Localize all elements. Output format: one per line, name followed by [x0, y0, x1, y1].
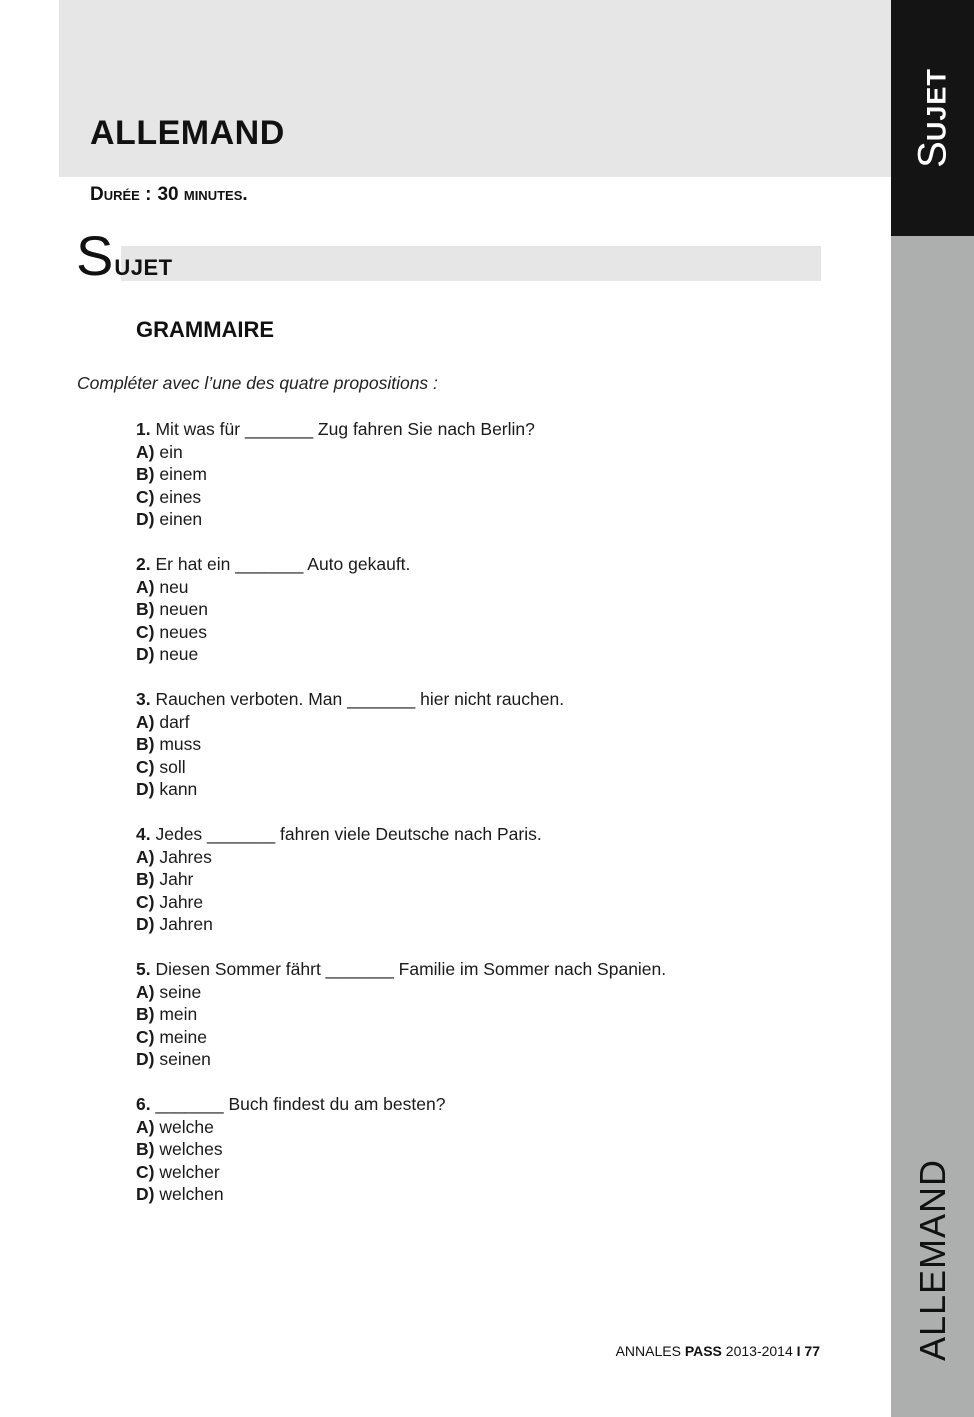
question-number: 5. — [136, 959, 151, 979]
option-text: neues — [159, 621, 208, 642]
question-text — [136, 958, 836, 981]
option-b — [136, 733, 836, 756]
option-text: seinen — [159, 1049, 211, 1069]
option-text: einem — [159, 464, 208, 484]
option-text: welche — [159, 1116, 214, 1137]
section-heading-rest: UJET — [114, 255, 173, 280]
question-3 — [136, 688, 836, 823]
footer-prefix: ANNALES — [615, 1343, 681, 1359]
option-label: C) — [136, 756, 155, 777]
sidebar-band — [891, 236, 974, 1417]
option-label: A) — [136, 846, 155, 867]
sidebar-subject-label: ALLEMAND — [911, 1158, 953, 1362]
option-c — [136, 756, 836, 779]
sidebar-tab-sujet — [891, 0, 974, 236]
question-text — [136, 418, 836, 441]
option-c — [136, 486, 836, 509]
option-b — [136, 463, 836, 486]
option-label: A) — [136, 711, 155, 732]
instruction: Compléter avec l’une des quatre propositions : — [77, 373, 438, 393]
option-label: C) — [136, 1026, 155, 1047]
option-text: muss — [159, 734, 202, 754]
footer-year: 2013-2014 — [725, 1343, 793, 1359]
section-heading — [76, 226, 173, 286]
option-c — [136, 891, 836, 914]
option-label: D) — [136, 644, 155, 664]
question-1 — [136, 418, 836, 553]
option-d — [136, 778, 836, 801]
option-text: mein — [159, 1004, 198, 1024]
question-number: 3. — [136, 689, 151, 709]
option-b — [136, 598, 836, 621]
option-d — [136, 508, 836, 531]
sidebar-tab-initial: S — [910, 141, 954, 168]
option-c — [136, 621, 836, 644]
section-heading-initial: S — [76, 224, 114, 287]
question-stem: Er hat ein _______ Auto gekauft. — [155, 554, 411, 574]
question-text — [136, 1093, 836, 1116]
option-a — [136, 711, 836, 734]
option-a — [136, 846, 836, 869]
option-text: meine — [159, 1026, 208, 1047]
subject-title: ALLEMAND — [90, 114, 285, 152]
option-a — [136, 576, 836, 599]
option-a — [136, 441, 836, 464]
footer-separator: I — [796, 1343, 801, 1359]
question-4 — [136, 823, 836, 958]
option-text: Jahr — [159, 869, 194, 889]
option-label: B) — [136, 1139, 155, 1159]
question-text — [136, 823, 836, 846]
option-label: B) — [136, 869, 155, 889]
option-d — [136, 1048, 836, 1071]
option-text: soll — [159, 756, 186, 777]
option-label: A) — [136, 1116, 155, 1137]
option-label: B) — [136, 464, 155, 484]
sidebar-tab-rest: UJET — [921, 68, 951, 142]
option-text: neu — [159, 576, 189, 597]
option-text: neue — [159, 644, 199, 664]
option-label: B) — [136, 1004, 155, 1024]
option-label: B) — [136, 599, 155, 619]
option-c — [136, 1161, 836, 1184]
question-number: 1. — [136, 419, 151, 439]
option-label: D) — [136, 779, 155, 799]
question-number: 2. — [136, 554, 151, 574]
option-text: welcher — [159, 1161, 220, 1182]
option-text: eines — [159, 486, 202, 507]
question-stem: Rauchen verboten. Man _______ hier nicht rauchen. — [155, 689, 565, 709]
question-stem: Jedes _______ fahren viele Deutsche nach Paris. — [155, 824, 542, 844]
option-label: D) — [136, 1049, 155, 1069]
question-5 — [136, 958, 836, 1093]
option-b — [136, 1138, 836, 1161]
duration-value: 30 minutes. — [157, 184, 248, 205]
question-number: 6. — [136, 1094, 151, 1114]
option-text: darf — [159, 711, 190, 732]
option-a — [136, 981, 836, 1004]
option-label: A) — [136, 441, 155, 462]
section-band — [121, 246, 821, 281]
option-text: ein — [159, 441, 183, 462]
question-text — [136, 688, 836, 711]
question-list — [136, 418, 836, 1228]
option-label: C) — [136, 891, 155, 912]
option-text: seine — [159, 981, 202, 1002]
option-text: Jahres — [159, 846, 212, 867]
option-label: C) — [136, 621, 155, 642]
question-number: 4. — [136, 824, 151, 844]
option-label: B) — [136, 734, 155, 754]
footer-brand: PASS — [684, 1343, 722, 1359]
option-label: D) — [136, 509, 155, 529]
question-text — [136, 553, 836, 576]
option-label: D) — [136, 914, 155, 934]
question-6 — [136, 1093, 836, 1228]
option-d — [136, 913, 836, 936]
option-text: einen — [159, 509, 203, 529]
option-a — [136, 1116, 836, 1139]
option-text: welchen — [159, 1184, 224, 1204]
page-footer — [616, 1343, 820, 1359]
question-stem: _______ Buch findest du am besten? — [155, 1094, 446, 1114]
duration-label: Durée : — [90, 184, 152, 205]
option-d — [136, 1183, 836, 1206]
question-2 — [136, 553, 836, 688]
option-text: welches — [159, 1139, 223, 1159]
option-c — [136, 1026, 836, 1049]
option-text: Jahre — [159, 891, 204, 912]
page-number: 77 — [804, 1343, 820, 1359]
option-b — [136, 1003, 836, 1026]
sidebar-tab-label — [910, 68, 955, 168]
option-text: Jahren — [159, 914, 213, 934]
option-label: A) — [136, 981, 155, 1002]
option-label: C) — [136, 486, 155, 507]
option-b — [136, 868, 836, 891]
option-text: neuen — [159, 599, 209, 619]
option-text: kann — [159, 779, 198, 799]
option-label: A) — [136, 576, 155, 597]
question-stem: Diesen Sommer fährt _______ Familie im Sommer nach Spanien. — [155, 959, 667, 979]
option-d — [136, 643, 836, 666]
option-label: D) — [136, 1184, 155, 1204]
grammar-heading: GRAMMAIRE — [136, 317, 275, 342]
question-stem: Mit was für _______ Zug fahren Sie nach Berlin? — [155, 419, 535, 439]
option-label: C) — [136, 1161, 155, 1182]
duration — [90, 184, 248, 206]
